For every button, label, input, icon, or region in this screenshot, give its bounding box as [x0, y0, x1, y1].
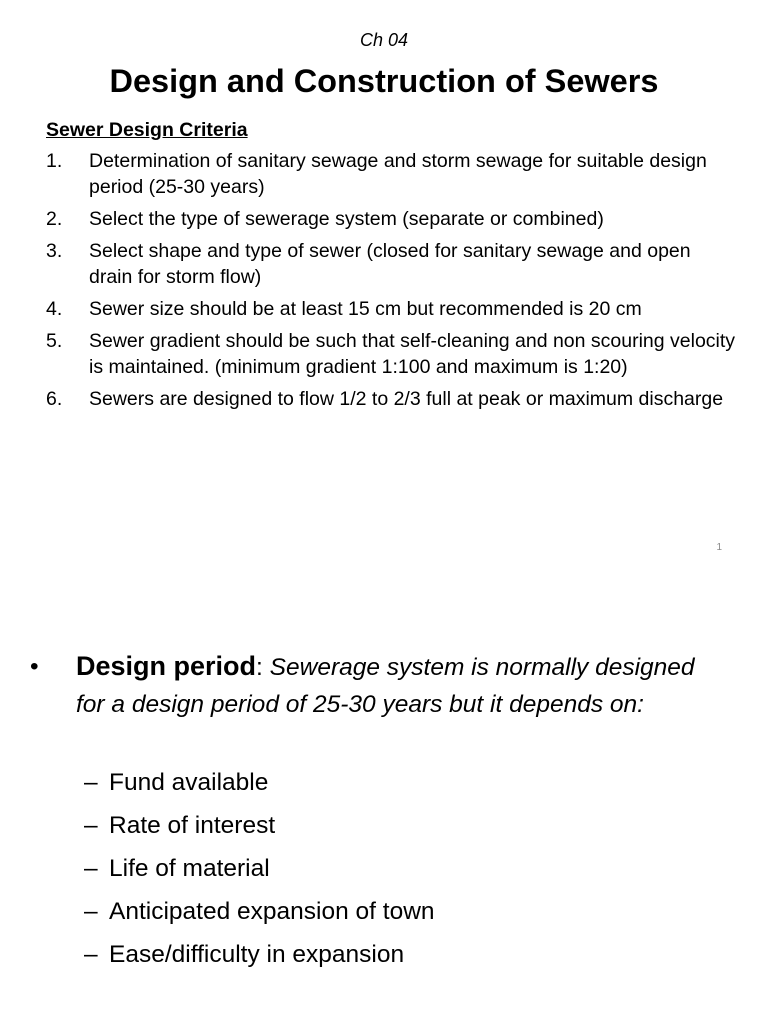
- dash-bullet: –: [84, 769, 98, 796]
- factor-text: Anticipated expansion of town: [109, 898, 435, 925]
- bullet-body: [30, 648, 710, 723]
- design-period-term: Design period: [76, 651, 257, 681]
- criteria-item: [46, 238, 736, 290]
- dash-bullet: –: [84, 812, 98, 839]
- criteria-number: 5.: [46, 330, 63, 352]
- criteria-number: 3.: [46, 240, 63, 262]
- criteria-item: [46, 328, 736, 380]
- criteria-item: [46, 296, 736, 322]
- slide-title: Design and Construction of Sewers: [109, 63, 659, 99]
- factor-item: [84, 804, 435, 847]
- factor-item: [84, 933, 435, 976]
- factor-text: Life of material: [109, 855, 270, 882]
- criteria-text: Sewer size should be at least 15 cm but recommended is 20 cm: [89, 298, 642, 320]
- factor-text: Fund available: [109, 769, 269, 796]
- criteria-number: 2.: [46, 208, 63, 230]
- slide-2: [0, 570, 768, 1024]
- criteria-number: 6.: [46, 388, 63, 410]
- chapter-label: Ch 04: [359, 30, 409, 50]
- criteria-list: [46, 148, 736, 418]
- criteria-number: 1.: [46, 150, 63, 172]
- design-period-bullet: [30, 648, 710, 723]
- term-separator: :: [256, 654, 270, 681]
- dash-bullet: –: [84, 941, 98, 968]
- design-period-description: Sewerage system is normally designed for a design period of 25-30 years but it depends on:: [76, 654, 695, 718]
- dash-bullet: –: [84, 898, 98, 925]
- criteria-number: 4.: [46, 298, 63, 320]
- factor-item: [84, 890, 435, 933]
- criteria-text: Sewer gradient should be such that self-cleaning and non scouring velocity is maintained. (minimum gradient 1:100 and maximum is 1:20): [89, 330, 736, 378]
- factor-text: Rate of interest: [109, 812, 276, 839]
- factor-item: [84, 761, 435, 804]
- criteria-item: [46, 206, 736, 232]
- factor-list: [84, 761, 435, 976]
- factor-item: [84, 847, 435, 890]
- page-number: 1: [716, 542, 722, 553]
- criteria-text: Sewers are designed to flow 1/2 to 2/3 full at peak or maximum discharge: [89, 388, 724, 410]
- bullet-dot: •: [30, 653, 39, 680]
- criteria-text: Select the type of sewerage system (separate or combined): [89, 208, 604, 230]
- criteria-item: [46, 148, 736, 200]
- criteria-text: Select shape and type of sewer (closed for sanitary sewage and open drain for storm flow): [89, 240, 691, 288]
- criteria-item: [46, 386, 736, 412]
- section-heading: Sewer Design Criteria: [46, 119, 248, 141]
- dash-bullet: –: [84, 855, 98, 882]
- factor-text: Ease/difficulty in expansion: [109, 941, 405, 968]
- criteria-text: Determination of sanitary sewage and storm sewage for suitable design period (25-30 years): [89, 150, 707, 198]
